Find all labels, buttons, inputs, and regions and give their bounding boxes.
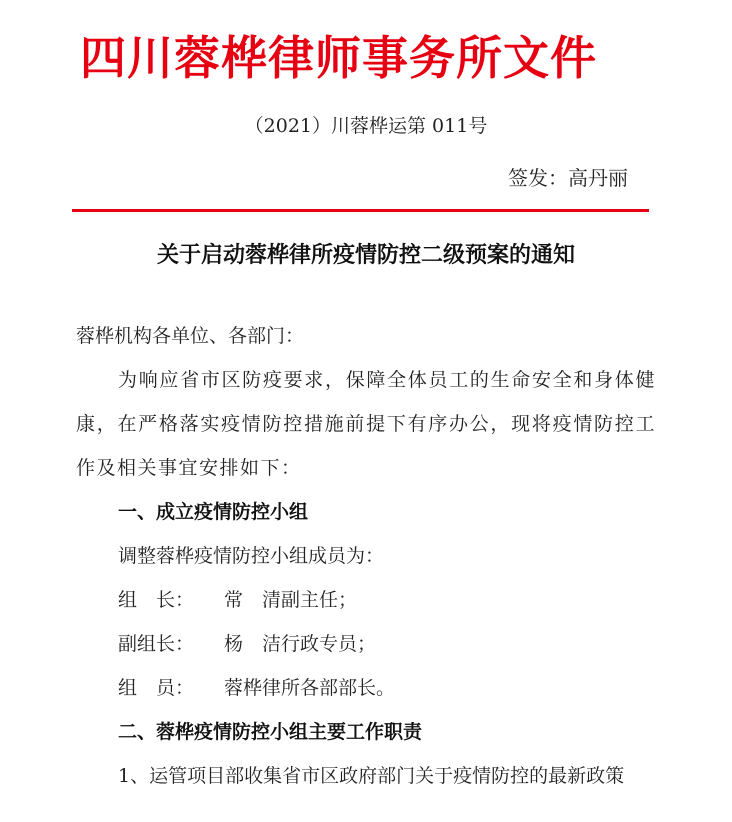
notice-body <box>76 314 656 798</box>
section1-lead: 调整蓉桦疫情防控小组成员为： <box>118 545 385 567</box>
member-value: 常 清副主任； <box>224 589 358 611</box>
member-role: 组 员： <box>118 677 195 699</box>
notice-title: 关于启动蓉桦律所疫情防控二级预案的通知 <box>156 243 575 268</box>
document-number: （2021）川蓉桦运第 011号 <box>244 115 488 137</box>
member-row-leader <box>76 578 656 622</box>
member-role: 组 长： <box>118 589 195 611</box>
member-role: 副组长： <box>118 633 195 655</box>
org-document-header: 四川蓉桦律师事务所文件 <box>80 31 597 85</box>
member-value: 蓉桦律所各部部长。 <box>224 677 396 699</box>
member-row-deputy <box>76 622 656 666</box>
section2-heading: 二、蓉桦疫情防控小组主要工作职责 <box>118 721 423 743</box>
section1-heading: 一、成立疫情防控小组 <box>118 501 309 523</box>
intro-paragraph: 为响应省市区防疫要求，保障全体员工的生命安全和身体健康，在严格落实疫情防控措施前提下有序办公，现将疫情防控工作及相关事宜安排如下： <box>76 369 656 479</box>
salutation: 蓉桦机构各单位、各部门： <box>76 325 305 347</box>
signer-line: 签发：高丹丽 <box>508 166 628 190</box>
member-value: 杨 洁行政专员； <box>224 633 377 655</box>
red-divider-rule <box>72 209 649 212</box>
section2-item1: 1、运管项目部收集省市区政府部门关于疫情防控的最新政策 <box>118 765 625 787</box>
member-row-members <box>76 666 656 710</box>
